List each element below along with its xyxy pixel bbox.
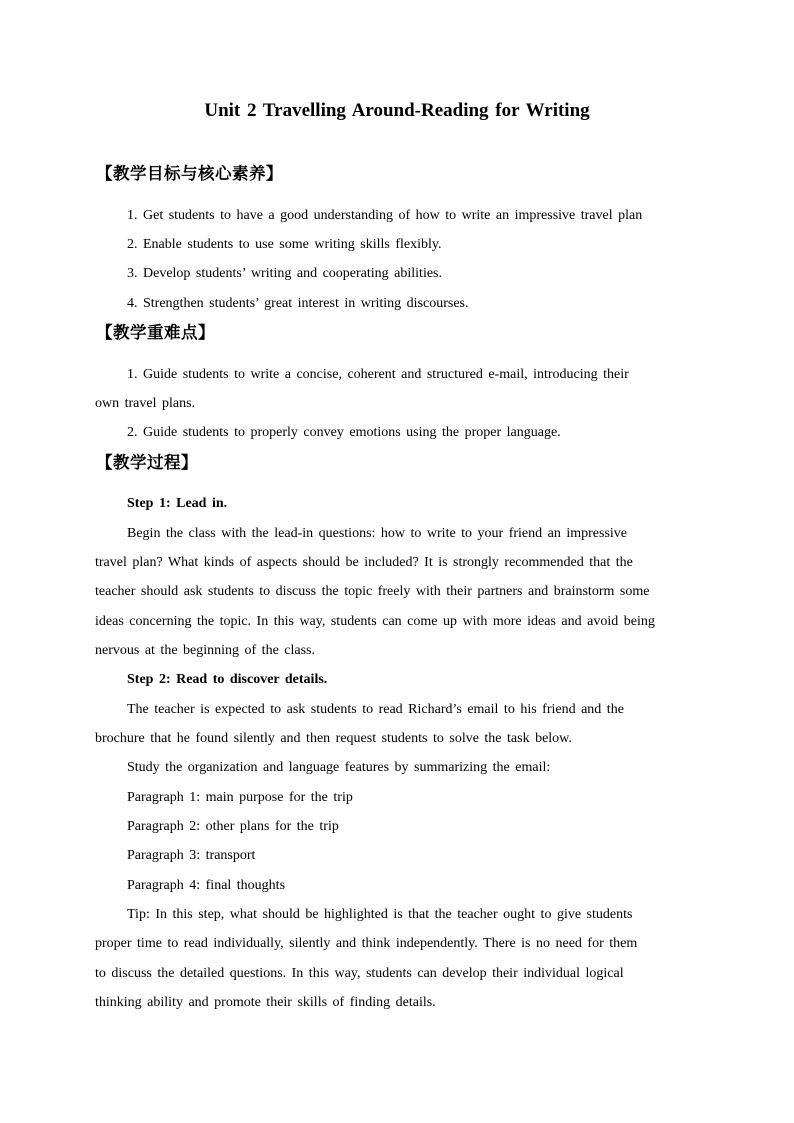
key-point-line: 2. Guide students to properly convey emotions using the proper language. — [127, 425, 561, 440]
objective-line: 2. Enable students to use some writing skills flexibly. — [127, 237, 442, 252]
step-2-heading: Step 2: Read to discover details. — [127, 672, 328, 687]
section-heading-procedure: 【教学过程】 — [96, 453, 198, 472]
document-title: Unit 2 Travelling Around-Reading for Writing — [204, 100, 590, 121]
objective-line: 4. Strengthen students’ great interest in writing discourses. — [127, 296, 469, 311]
list-item: Paragraph 3: transport — [127, 848, 256, 863]
paragraph-line: brochure that he found silently and then request students to solve the task below. — [95, 731, 572, 746]
paragraph-line: Study the organization and language features by summarizing the email: — [127, 760, 551, 775]
paragraph-line: to discuss the detailed questions. In this way, students can develop their individual logical — [95, 966, 624, 981]
list-item: Paragraph 4: final thoughts — [127, 878, 286, 893]
paragraph-line: proper time to read individually, silently and think independently. There is no need for them — [95, 936, 638, 951]
paragraph-line: travel plan? What kinds of aspects should be included? It is strongly recommended that the — [95, 555, 633, 570]
list-item: Paragraph 2: other plans for the trip — [127, 819, 339, 834]
objective-line: 3. Develop students’ writing and cooperating abilities. — [127, 266, 443, 281]
section-heading-objectives: 【教学目标与核心素养】 — [96, 164, 283, 183]
paragraph-line: ideas concerning the topic. In this way, students can come up with more ideas and avoid being — [95, 614, 655, 629]
list-item: Paragraph 1: main purpose for the trip — [127, 790, 353, 805]
paragraph-line: nervous at the beginning of the class. — [95, 643, 316, 658]
paragraph-line: Tip: In this step, what should be highlighted is that the teacher ought to give students — [127, 907, 633, 922]
section-heading-key-points: 【教学重难点】 — [96, 323, 215, 342]
key-point-line: 1. Guide students to write a concise, coherent and structured e-mail, introducing their — [127, 367, 629, 382]
objective-line: 1. Get students to have a good understanding of how to write an impressive travel plan — [127, 208, 643, 223]
key-point-line: own travel plans. — [95, 396, 196, 411]
paragraph-line: The teacher is expected to ask students to read Richard’s email to his friend and the — [127, 702, 624, 717]
paragraph-line: thinking ability and promote their skills of finding details. — [95, 995, 436, 1010]
step-1-heading: Step 1: Lead in. — [127, 496, 228, 511]
paragraph-line: Begin the class with the lead-in questions: how to write to your friend an impressive — [127, 526, 628, 541]
paragraph-line: teacher should ask students to discuss the topic freely with their partners and brainstorm some — [95, 584, 650, 599]
